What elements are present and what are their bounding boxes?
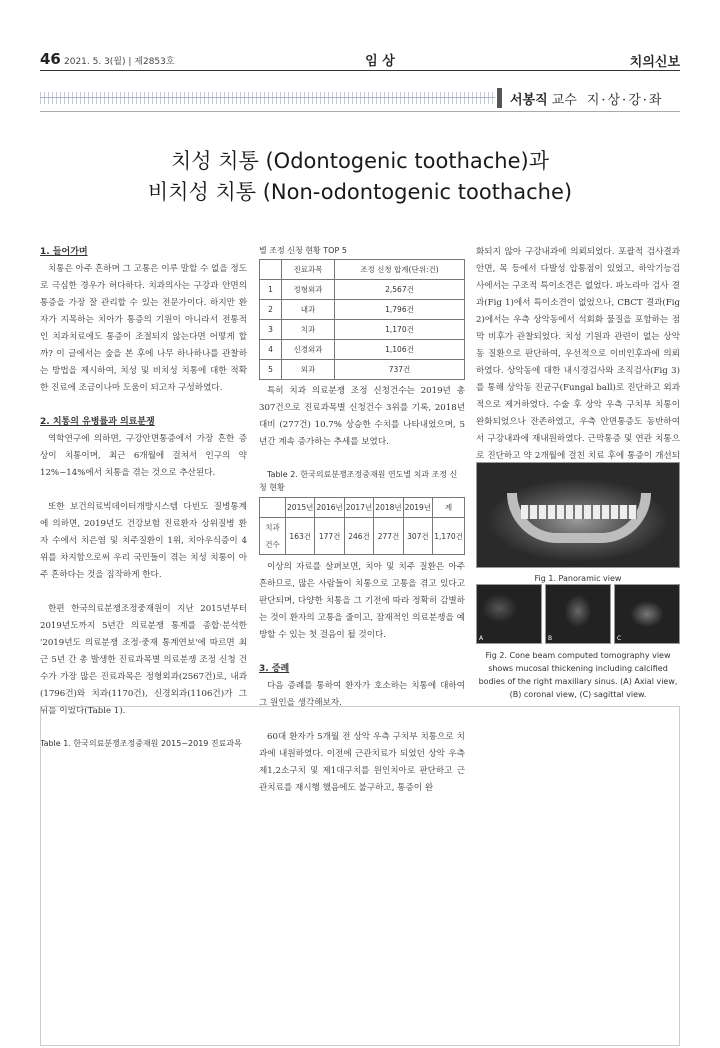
panoramic-xray-image bbox=[476, 462, 680, 568]
paragraph: 한편 한국의료분쟁조정중재원이 지난 2015년부터 2019년도까지 5년간 의료분쟁 통계를 종합·분석한 '2019년도 의료분쟁 조정·중재 통계연보'에 따르면 최근 5년 간 총 발생한 진료과목별 의료분쟁 조정 신청 건수가 가장 많은 진료과목은 정형외과(2567건)로, 내과(1796건)와 치과(1170건), 신경외과(1106건)가 그 뒤를 이었다(Table 1). bbox=[40, 604, 247, 716]
table-cell: 737건 bbox=[334, 360, 464, 380]
table-cell: 177건 bbox=[315, 518, 344, 555]
table-cell: 4 bbox=[260, 340, 282, 360]
table-row bbox=[260, 340, 465, 360]
header-rule bbox=[40, 70, 680, 71]
table-cell: 1,106건 bbox=[334, 340, 464, 360]
table-row bbox=[260, 360, 465, 380]
cbct-coronal-image bbox=[545, 584, 611, 644]
issue-dateline: 2021. 5. 3(월) | 제2853호 bbox=[64, 57, 175, 67]
column-3 bbox=[476, 244, 680, 482]
author-rank: 교수 bbox=[551, 93, 577, 108]
paragraph: 역학연구에 의하면, 구강안면통증에서 가장 흔한 증상이 치통이며, 최근 6개월에 걸쳐서 인구의 약 12%~14%에서 치통을 겪는 것으로 추산된다. bbox=[40, 434, 247, 478]
table-2 bbox=[259, 497, 465, 555]
paragraph: 60대 환자가 5개월 전 상악 우측 구치부 치통으로 치과에 내원하였다. 이전에 근관치료가 되었던 상악 우측 제1,2소구치 및 제1대구치를 원인치아로 판단하고 근관치료를 재시행 했음에도 불구하고, 통증이 완 bbox=[259, 732, 465, 793]
panel-label: B bbox=[548, 635, 553, 642]
paragraph: 또한 보건의료빅데이터개방시스템 다빈도 질병통계에 의하면, 2019년도 건강보험 진료환자 상위질병 환자 수에서 치은염 및 치주질환이 1위, 치아우식증이 4위를 차지함으로써 우리 국민들이 겪는 치성 치통이 아주 흔하다는 것을 짐작하게 한다. bbox=[40, 502, 247, 580]
table-header-cell: 2019년 bbox=[403, 498, 432, 518]
table-header-cell: 2018년 bbox=[374, 498, 403, 518]
table-cell: 1,170건 bbox=[433, 518, 465, 555]
table-header-cell: 조정 신청 합계(단위:건) bbox=[334, 260, 464, 280]
table-cell: 치과 bbox=[282, 320, 335, 340]
paragraph: 화되지 않아 구강내과에 의뢰되었다. 포괄적 검사결과 안면, 목 등에서 다발성 압통점이 있었고, 하악기능검사에서는 구조적 특이소견은 없었다. 파노라마 검사 결과(Fig 1)에서 특이소견이 없었으나, CBCT 결과(Fig 2)에서는 우측 상악동에서 석회화 물질을 포함하는 점막 비후가 관찰되었다. 치성 기원과 관련이 없는 상악동 질환으로 판단하여, 우선적으로 이비인후과에 의뢰하였다. 상악동에 대한 내시경검사와 조직검사(Fig 3)를 통해 상악동 진균구(Fungal ball)로 진단하고 외과적으로 제거하였다. 수술 후 상악 우측 구치부 치통이 완화되었으나 잔존하였고, 우측 안면통증도 동반하여서 구강내과에 재내원하였다. 근막통증 및 연관 치통으로 진단하고 약 2개월에 걸친 치료 후에 통증이 개선되 bbox=[476, 247, 680, 461]
table-row bbox=[260, 518, 465, 555]
column-1 bbox=[40, 244, 247, 750]
table-header-cell bbox=[260, 260, 282, 280]
table-cell: 5 bbox=[260, 360, 282, 380]
table-header-cell: 2017년 bbox=[344, 498, 373, 518]
table-header-cell: 2015년 bbox=[286, 498, 315, 518]
table-cell: 1,796건 bbox=[334, 300, 464, 320]
cbct-sagittal-image bbox=[614, 584, 680, 644]
heading-prevalence: 2. 치통의 유병률과 의료분쟁 bbox=[40, 417, 155, 427]
table-header-cell: 계 bbox=[433, 498, 465, 518]
table-cell: 163건 bbox=[286, 518, 315, 555]
series-banner bbox=[40, 88, 680, 108]
series-decoration bbox=[40, 92, 495, 104]
table-header-cell: 진료과목 bbox=[282, 260, 335, 280]
table-cell: 정형외과 bbox=[282, 280, 335, 300]
table-1 bbox=[259, 259, 465, 380]
table-cell: 2,567건 bbox=[334, 280, 464, 300]
page-number: 46 bbox=[40, 50, 61, 68]
table1-caption: Table 1. 한국의료분쟁조정중재원 2015~2019 진료과목 bbox=[40, 739, 242, 748]
heading-introduction: 1. 들어가며 bbox=[40, 247, 88, 257]
fig2-caption: Fig 2. Cone beam computed tomography view shows mucosal thickening including calcified bodies of the right maxillary sinus. (A) Axial view, (B) coronal view, (C) sagittal view. bbox=[478, 651, 678, 699]
blank-ad-space bbox=[40, 706, 680, 1046]
title-line-1: 치성 치통 (Odontogenic toothache)과 bbox=[171, 149, 549, 173]
paragraph: 치통은 아주 흔하며 그 고통은 이루 말할 수 없을 정도로 극심한 경우가 허다하다. 치과의사는 구강과 안면의 통증을 가장 잘 관리할 수 있는 전문가이다. 하지만 환자가 지목하는 치아가 통증의 기원이 아니라서 전통적인 치과치료에도 통증이 조절되지 않는다면 어떻게 할까? 이 글에서는 숲을 본 후에 나무 하나하나를 관찰하는 방법을 제시하여, 치성 및 비치성 치통에 대한 적확한 진료에 조금이나마 도움이 되고자 구성하였다. bbox=[40, 264, 247, 393]
table-cell: 3 bbox=[260, 320, 282, 340]
section-title: 임 상 bbox=[365, 54, 395, 69]
table-cell: 1 bbox=[260, 280, 282, 300]
article-title bbox=[40, 146, 680, 208]
series-marker bbox=[497, 88, 502, 108]
paragraph: 특히 치과 의료분쟁 조정 신청건수는 2019년 총 307건으로 진료과목별 신청건수 3위를 기록, 2018년 대비 (277건) 10.7% 상승한 수치를 나타내었으며, 5년간 계속 증가하는 추세를 보였다. bbox=[259, 386, 465, 447]
table-header-row bbox=[260, 498, 465, 518]
table-cell: 1,170건 bbox=[334, 320, 464, 340]
table-header-row bbox=[260, 260, 465, 280]
table-row bbox=[260, 300, 465, 320]
teeth-shape bbox=[521, 505, 637, 519]
paragraph: 이상의 자료를 살펴보면, 치아 및 치주 질환은 아주 흔하므로, 많은 사람들이 치통으로 고통을 겪고 있다고 판단되며, 다양한 치통을 그 기전에 따라 정확히 감별하는 것이 환자의 고통을 줄이고, 잠재적인 의료분쟁을 예방할 수 있는 첫 걸음이 될 것이다. bbox=[259, 562, 465, 640]
table-row bbox=[260, 320, 465, 340]
table-cell: 외과 bbox=[282, 360, 335, 380]
heading-case: 3. 증례 bbox=[259, 664, 290, 674]
table-cell: 307건 bbox=[403, 518, 432, 555]
panel-label: A bbox=[479, 635, 484, 642]
table-cell: 2 bbox=[260, 300, 282, 320]
series-name: 지·상·강·좌 bbox=[586, 93, 664, 108]
table-cell: 내과 bbox=[282, 300, 335, 320]
table-row-label: 치과 건수 bbox=[260, 518, 286, 555]
table1-caption-continued: 별 조정 신청 현황 TOP 5 bbox=[259, 246, 347, 255]
table-cell: 246건 bbox=[344, 518, 373, 555]
cbct-axial-image bbox=[476, 584, 542, 644]
table-header-cell: 2016년 bbox=[315, 498, 344, 518]
panel-label: C bbox=[617, 635, 622, 642]
paragraph: 다음 증례를 통하여 환자가 호소하는 치통에 대하여 그 원인을 생각해보자. bbox=[259, 681, 465, 708]
cbct-images bbox=[476, 584, 680, 644]
fig1-caption: Fig 1. Panoramic view bbox=[534, 574, 622, 583]
table-cell: 신경외과 bbox=[282, 340, 335, 360]
table-header-cell bbox=[260, 498, 286, 518]
author-name: 서봉직 bbox=[510, 93, 548, 108]
table-cell: 277건 bbox=[374, 518, 403, 555]
title-line-2: 비치성 치통 (Non-odontogenic toothache) bbox=[147, 180, 573, 204]
series-heading bbox=[510, 89, 663, 108]
table-row bbox=[260, 280, 465, 300]
table2-caption: Table 2. 한국의료분쟁조정중재원 연도별 치과 조정 신청 현황 bbox=[259, 470, 458, 492]
page-header bbox=[40, 50, 680, 72]
series-rule bbox=[40, 111, 680, 112]
newspaper-name: 치의신보 bbox=[629, 55, 680, 70]
